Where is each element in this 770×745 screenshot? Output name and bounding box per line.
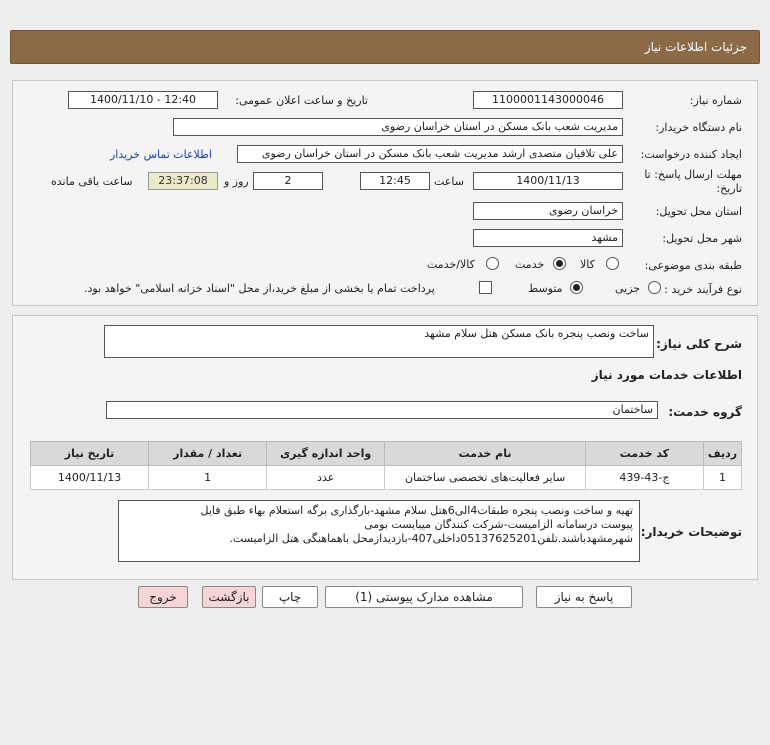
process-minor-label: جزیی xyxy=(615,282,641,295)
exit-button[interactable]: خروج xyxy=(138,586,188,608)
reply-button[interactable]: پاسخ به نیاز xyxy=(536,586,632,608)
process-label: نوع فرآیند خرید : xyxy=(664,283,742,296)
category-service-radio[interactable] xyxy=(553,257,566,270)
deadline-label-line1: مهلت ارسال پاسخ: تا xyxy=(644,168,742,181)
page-header xyxy=(10,30,760,64)
delivery-province-label: استان محل تحویل: xyxy=(655,205,742,218)
cell-row: 1 xyxy=(703,466,741,490)
table-row xyxy=(31,466,742,490)
process-minor-radio[interactable] xyxy=(648,281,661,294)
buyer-notes-line-1: تهیه و ساخت ونصب پنجره طبقات4الی6هتل سلام مشهد-بارگذاری برگه استعلام بهاء طبق فایل xyxy=(200,504,633,517)
col-row-header: ردیف xyxy=(703,442,741,466)
announce-field: 1400/11/10 - 12:40 xyxy=(68,91,218,109)
service-group-field: ساختمان xyxy=(106,401,658,419)
category-goods-label: کالا xyxy=(580,258,595,271)
announce-label: تاریخ و ساعت اعلان عمومی: xyxy=(235,94,368,107)
category-service-label: خدمت xyxy=(515,258,545,271)
cell-code: ج-43-439 xyxy=(585,466,703,490)
need-number-label: شماره نیاز: xyxy=(689,94,742,107)
col-name-header: نام خدمت xyxy=(385,442,586,466)
buyer-notes-field xyxy=(118,500,640,562)
buyer-notes-label: توضیحات خریدار: xyxy=(640,525,742,539)
cell-unit: عدد xyxy=(267,466,385,490)
cell-qty: 1 xyxy=(149,466,267,490)
delivery-city-label: شهر محل تحویل: xyxy=(662,232,742,245)
deadline-days-field: 2 xyxy=(253,172,323,190)
delivery-city-field: مشهد xyxy=(473,229,623,247)
category-label: طبقه بندی موضوعی: xyxy=(644,259,742,272)
buyer-contact-link[interactable]: اطلاعات تماس خریدار xyxy=(110,148,212,161)
page-title: جزئیات اطلاعات نیاز xyxy=(644,40,747,54)
deadline-days-label: روز و xyxy=(224,175,249,188)
summary-label: شرح کلی نیاز: xyxy=(656,337,742,351)
category-goods-service-label: کالا/خدمت xyxy=(427,258,475,271)
treasury-payment-checkbox[interactable] xyxy=(479,281,492,294)
col-unit-header: واحد اندازه گیری xyxy=(267,442,385,466)
process-medium-label: متوسط xyxy=(528,282,563,295)
col-qty-header: تعداد / مقدار xyxy=(149,442,267,466)
services-table xyxy=(30,441,742,490)
print-button[interactable]: چاپ xyxy=(262,586,318,608)
need-info-panel xyxy=(12,80,758,306)
requester-field: علی تلافیان متصدی ارشد مدیریت شعب بانک مسکن در استان خراسان رضوی xyxy=(237,145,623,163)
cell-date: 1400/11/13 xyxy=(31,466,149,490)
buyer-notes-line-3: شهرمشهدباشند.تلفن05137625201داخلی407-بازدیدازمحل باهماهنگی هتل الزامیست. xyxy=(229,532,633,545)
back-button[interactable]: بازگشت xyxy=(202,586,256,608)
deadline-date-field: 1400/11/13 xyxy=(473,172,623,190)
buyer-notes-line-2: پیوست درسامانه الزامیست-شرکت کنندگان میبایست بومی xyxy=(364,518,633,531)
buyer-label: نام دستگاه خریدار: xyxy=(655,121,742,134)
col-code-header: کد خدمت xyxy=(585,442,703,466)
service-group-label: گروه خدمت: xyxy=(668,405,742,419)
treasury-payment-note: پرداخت تمام یا بخشی از مبلغ خرید،از محل "اسناد خزانه اسلامی" خواهد بود. xyxy=(84,282,435,295)
requester-label: ایجاد کننده درخواست: xyxy=(640,148,742,161)
category-goods-radio[interactable] xyxy=(606,257,619,270)
remaining-time-label: ساعت باقی مانده xyxy=(51,175,133,188)
need-number-field: 1100001143000046 xyxy=(473,91,623,109)
deadline-label-line2: تاریخ: xyxy=(716,182,742,195)
cell-name: سایر فعالیت‌های تخصصی ساختمان xyxy=(385,466,586,490)
process-medium-radio[interactable] xyxy=(570,281,583,294)
buyer-field: مدیریت شعب بانک مسکن در استان خراسان رضوی xyxy=(173,118,623,136)
remaining-time-field: 23:37:08 xyxy=(148,172,218,190)
col-date-header: تاریخ نیاز xyxy=(31,442,149,466)
services-section-title: اطلاعات خدمات مورد نیاز xyxy=(591,368,742,382)
table-header-row xyxy=(31,442,742,466)
view-documents-button[interactable]: مشاهده مدارک پیوستی (1) xyxy=(325,586,523,608)
delivery-province-field: خراسان رضوی xyxy=(473,202,623,220)
summary-field: ساخت ونصب پنجره بانک مسکن هتل سلام مشهد xyxy=(104,325,654,358)
deadline-time-field: 12:45 xyxy=(360,172,430,190)
deadline-time-label: ساعت xyxy=(434,175,464,188)
category-goods-service-radio[interactable] xyxy=(486,257,499,270)
